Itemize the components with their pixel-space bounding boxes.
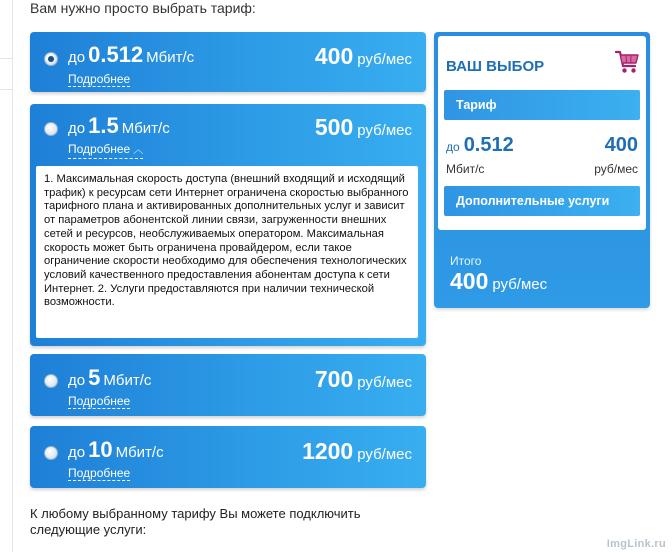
speed-prefix: до: [68, 120, 86, 137]
plan-speed: [68, 42, 194, 68]
more-link[interactable]: Подробнее: [68, 394, 131, 408]
plan-card-10[interactable]: [30, 426, 426, 488]
plan-card-15[interactable]: [30, 104, 426, 346]
more-link[interactable]: [68, 142, 143, 159]
speed-value: 5: [88, 365, 101, 390]
speed-prefix: до: [68, 444, 86, 461]
shopping-cart-icon: [614, 48, 640, 76]
price-value: 700: [314, 366, 354, 392]
plan-price: [302, 438, 412, 465]
plan-details: 1. Максимальная скорость доступа (внешний входящий и исходящий трафик) к ресурсам сети Интернет ограничена скоростью выбранного тарифного плана и активированных дополнительных услуг и зависит от параметров абонентской линии связи, загруженности внешних сетей и ресурсов, необслуживаемых оператором. Максимальная скорость может быть ограничена провайдером, если такое ограничение скорости необходимо для обеспечения технологических условий качественного предоставления абонентам доступа к сети Интернет. 2. Услуги предоставляются при наличии технической возможности.: [36, 166, 418, 338]
selected-speed-value: 0.512: [463, 134, 514, 156]
tariff-bar: Тариф: [444, 90, 640, 120]
price-value: 500: [314, 114, 354, 140]
total-value: 400: [450, 268, 489, 294]
speed-unit: Мбит/с: [115, 444, 164, 461]
speed-value: 0.512: [88, 42, 144, 67]
left-border: [0, 0, 13, 552]
more-link[interactable]: Подробнее: [68, 466, 131, 480]
price-unit: руб/мес: [357, 374, 412, 391]
plan-card-0512[interactable]: [30, 32, 426, 92]
your-choice-panel: [434, 32, 650, 308]
more-link-label: Подробнее: [68, 142, 131, 156]
left-border-notch: [0, 58, 12, 90]
selected-speed-unit: Мбит/с: [446, 162, 485, 176]
selected-price-unit: руб/мес: [594, 162, 638, 176]
plan-radio-0512[interactable]: [44, 52, 58, 66]
speed-value: 1.5: [88, 113, 119, 138]
panel-title: ВАШ ВЫБОР: [446, 58, 545, 75]
price-unit: руб/мес: [357, 122, 412, 139]
plan-radio-15[interactable]: [44, 122, 58, 136]
speed-prefix: до: [68, 372, 86, 389]
more-link[interactable]: Подробнее: [68, 72, 131, 86]
extras-bar[interactable]: Дополнительные услуги: [444, 186, 640, 216]
plan-price: [315, 114, 412, 141]
services-note: К любому выбранному тарифу Вы можете подключить следующие услуги:: [30, 506, 361, 537]
plan-radio-5[interactable]: [44, 374, 58, 388]
plan-radio-10[interactable]: [44, 446, 58, 460]
price-value: 400: [314, 43, 354, 69]
intro-text: Вам нужно просто выбрать тариф:: [30, 0, 256, 16]
price-value: 1200: [302, 438, 354, 464]
speed-unit: Мбит/с: [121, 120, 170, 137]
plan-price: [315, 366, 412, 393]
your-choice-card: [438, 36, 646, 230]
speed-unit: Мбит/с: [146, 49, 195, 66]
total-amount: [450, 268, 547, 295]
watermark: ImgLink.ru: [606, 538, 666, 550]
selected-speed: [446, 134, 514, 157]
speed-unit: Мбит/с: [103, 372, 152, 389]
chevron-up-icon: ︿: [133, 145, 144, 156]
plan-speed: [68, 437, 164, 463]
speed-value: 10: [88, 437, 113, 462]
selected-price: 400: [604, 134, 638, 156]
price-unit: руб/мес: [357, 446, 412, 463]
speed-prefix: до: [68, 49, 86, 66]
total-unit: руб/мес: [492, 276, 548, 293]
price-unit: руб/мес: [357, 51, 412, 68]
plan-speed: [68, 365, 151, 391]
plan-price: [315, 43, 412, 70]
plan-speed: [68, 113, 170, 139]
selected-speed-prefix: до: [446, 140, 460, 154]
total-label: Итого: [450, 254, 482, 268]
plan-card-5[interactable]: [30, 354, 426, 416]
